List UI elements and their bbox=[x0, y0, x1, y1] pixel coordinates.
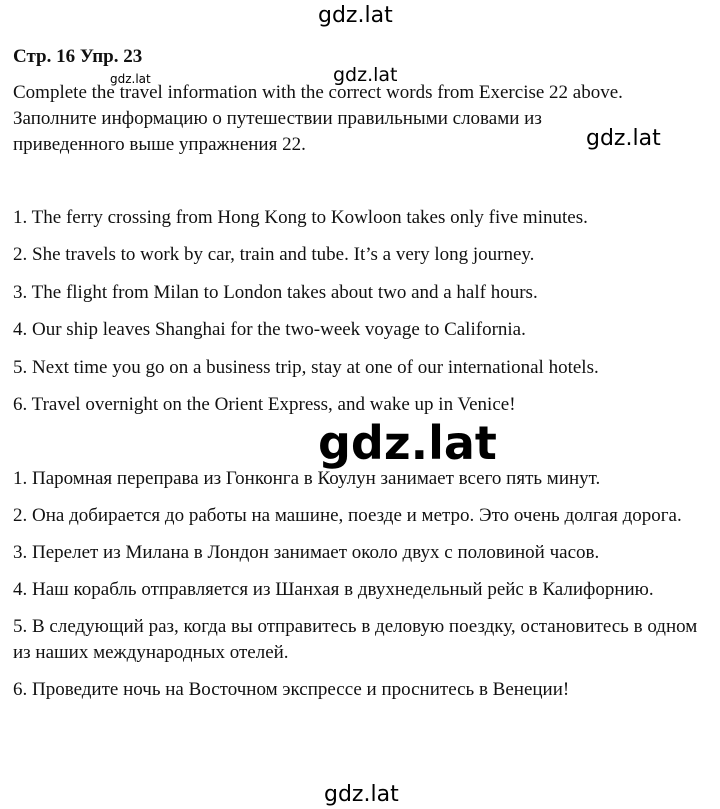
instruction-english: Complete the travel information with the correct words from Exercise 22 above. bbox=[13, 82, 623, 103]
russian-answer-3: 3. Перелет из Милана в Лондон занимает около двух с половиной часов. bbox=[13, 542, 600, 563]
english-answer-list bbox=[13, 205, 708, 429]
russian-answer-list bbox=[13, 466, 708, 714]
english-answer-1: 1. The ferry crossing from Hong Kong to Kowloon takes only five minutes. bbox=[13, 207, 588, 228]
english-answer-5: 5. Next time you go on a business trip, stay at one of our international hotels. bbox=[13, 356, 599, 378]
russian-answer-1: 1. Паромная переправа из Гонконга в Коулун занимает всего пять минут. bbox=[13, 468, 601, 489]
instruction-russian-line-1: Заполните информацию о путешествии правильными словами из bbox=[13, 108, 542, 129]
russian-answer-4: 4. Наш корабль отправляется из Шанхая в двухнедельный рейс в Калифорнию. bbox=[13, 579, 654, 600]
page-title: Стр. 16 Упр. 23 bbox=[13, 46, 143, 67]
watermark-top: gdz.lat bbox=[318, 3, 393, 28]
watermark-large: gdz.lat bbox=[318, 416, 497, 470]
english-answer-6: 6. Travel overnight on the Orient Express, and wake up in Venice! bbox=[13, 393, 516, 415]
watermark-mid: gdz.lat bbox=[333, 64, 398, 86]
english-answer-3: 3. The flight from Milan to London takes about two and a half hours. bbox=[13, 281, 538, 303]
russian-answer-2: 2. Она добирается до работы на машине, поезде и метро. Это очень долгая дорога. bbox=[13, 505, 682, 526]
english-answer-2: 2. She travels to work by car, train and tube. It’s a very long journey. bbox=[13, 244, 535, 266]
instruction-russian-line-2: приведенного выше упражнения 22. bbox=[13, 134, 306, 155]
watermark-small: gdz.lat bbox=[110, 72, 151, 86]
russian-answer-6: 6. Проведите ночь на Восточном экспрессе и проснитесь в Венеции! bbox=[13, 679, 570, 700]
english-answer-4: 4. Our ship leaves Shanghai for the two-week voyage to California. bbox=[13, 319, 526, 341]
watermark-right: gdz.lat bbox=[586, 126, 661, 151]
watermark-bottom: gdz.lat bbox=[324, 782, 399, 807]
russian-answer-5: 5. В следующий раз, когда вы отправитесь в деловую поездку, остановитесь в одном из наших международных отелей. bbox=[13, 616, 698, 663]
